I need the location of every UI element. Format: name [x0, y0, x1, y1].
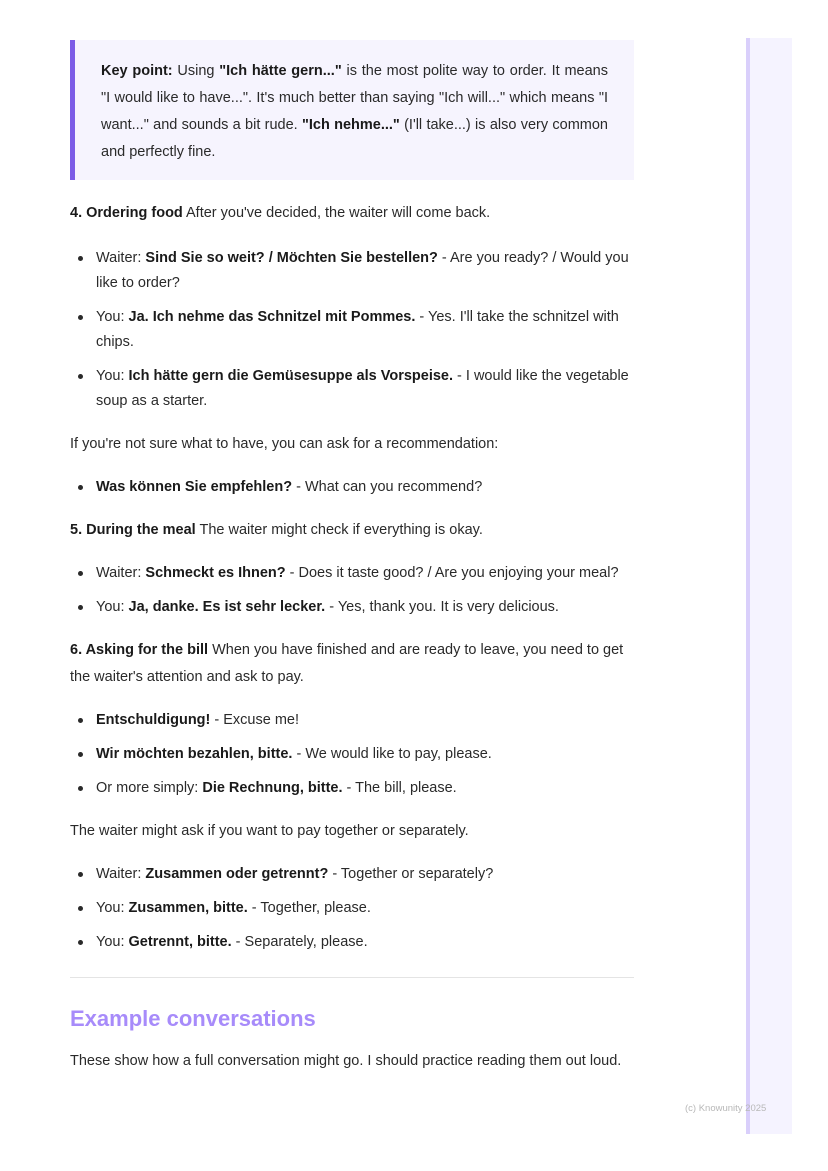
callout-text: Using — [172, 63, 220, 79]
speaker-label: You: — [96, 599, 129, 615]
callout-phrase: "Ich hätte gern..." — [219, 63, 342, 79]
callout-label: Key point: — [101, 63, 173, 79]
list-item — [70, 561, 634, 586]
meal-phrase-list — [70, 561, 634, 620]
section-intro: The waiter might check if everything is okay. — [195, 522, 483, 538]
translation: - Are you ready? / Would you like to order? — [96, 250, 629, 291]
list-item — [70, 475, 634, 500]
german-phrase: Zusammen, bitte. — [128, 900, 248, 916]
main-content — [70, 200, 634, 1075]
german-phrase: Zusammen oder getrennt? — [145, 866, 329, 882]
callout-text: (I'll take...) is also very common and perfectly fine. — [101, 117, 608, 160]
speaker-label: You: — [96, 368, 129, 384]
german-phrase: Getrennt, bitte. — [128, 934, 232, 950]
sidebar-accent-line — [746, 38, 750, 1134]
speaker-label: Waiter: — [96, 250, 146, 266]
speaker-label: Waiter: — [96, 866, 146, 882]
translation: - What can you recommend? — [292, 479, 483, 495]
example-conversations-intro: These show how a full conversation might go. I should practice reading them out loud. — [70, 1053, 622, 1069]
section-heading: 5. During the meal — [70, 522, 196, 538]
translation: - Together, please. — [247, 900, 371, 916]
speaker-label: Or more simply: — [96, 780, 203, 796]
speaker-label: Waiter: — [96, 565, 146, 581]
key-point-callout — [70, 40, 634, 180]
translation: - Separately, please. — [231, 934, 368, 950]
recommendation-list — [70, 475, 634, 500]
list-item — [70, 708, 634, 733]
german-phrase: Sind Sie so weit? / Möchten Sie bestellen? — [145, 250, 438, 266]
german-phrase: Schmeckt es Ihnen? — [145, 565, 286, 581]
translation: - Together or separately? — [328, 866, 494, 882]
german-phrase: Ja. Ich nehme das Schnitzel mit Pommes. — [128, 309, 416, 325]
german-phrase: Ich hätte gern die Gemüsesuppe als Vorspeise. — [128, 368, 454, 384]
translation: - I would like the vegetable soup as a starter. — [96, 368, 629, 409]
speaker-label: You: — [96, 309, 129, 325]
section-heading: 6. Asking for the bill — [70, 642, 209, 658]
list-item — [70, 776, 634, 801]
ordering-phrase-list — [70, 246, 634, 414]
translation: - Excuse me! — [210, 712, 300, 728]
list-item — [70, 364, 634, 414]
german-phrase: Was können Sie empfehlen? — [96, 479, 293, 495]
example-conversations-heading: Example conversations — [70, 1006, 316, 1031]
section-ordering-food — [70, 200, 634, 227]
translation: - Yes. I'll take the schnitzel with chips. — [96, 309, 619, 350]
bill-phrase-list — [70, 708, 634, 801]
section-intro: After you've decided, the waiter will come back. — [182, 205, 491, 221]
pay-intro: The waiter might ask if you want to pay together or separately. — [70, 823, 469, 839]
translation: - We would like to pay, please. — [292, 746, 492, 762]
speaker-label: You: — [96, 900, 129, 916]
german-phrase: Wir möchten bezahlen, bitte. — [96, 746, 293, 762]
list-item — [70, 862, 634, 887]
recommendation-intro: If you're not sure what to have, you can ask for a recommendation: — [70, 436, 499, 452]
translation: - Yes, thank you. It is very delicious. — [325, 599, 559, 615]
list-item — [70, 595, 634, 620]
list-item — [70, 930, 634, 955]
section-divider — [70, 977, 634, 978]
section-heading: 4. Ordering food — [70, 205, 183, 221]
german-phrase: Ja, danke. Es ist sehr lecker. — [128, 599, 326, 615]
pay-phrase-list — [70, 862, 634, 955]
section-intro: When you have finished and are ready to leave, you need to get the waiter's attention and ask to pay. — [70, 642, 624, 685]
list-item — [70, 742, 634, 767]
german-phrase: Entschuldigung! — [96, 712, 211, 728]
list-item — [70, 305, 634, 355]
list-item — [70, 896, 634, 921]
copyright-notice: (c) Knowunity 2025 — [685, 1103, 767, 1114]
sidebar-panel — [746, 38, 792, 1134]
translation: - The bill, please. — [342, 780, 457, 796]
section-during-meal — [70, 517, 634, 544]
callout-phrase: "Ich nehme..." — [301, 117, 400, 133]
translation: - Does it taste good? / Are you enjoying your meal? — [285, 565, 619, 581]
callout-text: is the most polite way to order. It means "I would like to have...". It's much better than saying "Ich will..." which means "I want..." and sounds a bit rude. — [101, 63, 608, 133]
speaker-label: You: — [96, 934, 129, 950]
german-phrase: Die Rechnung, bitte. — [202, 780, 343, 796]
section-asking-bill — [70, 637, 634, 691]
list-item — [70, 246, 634, 296]
